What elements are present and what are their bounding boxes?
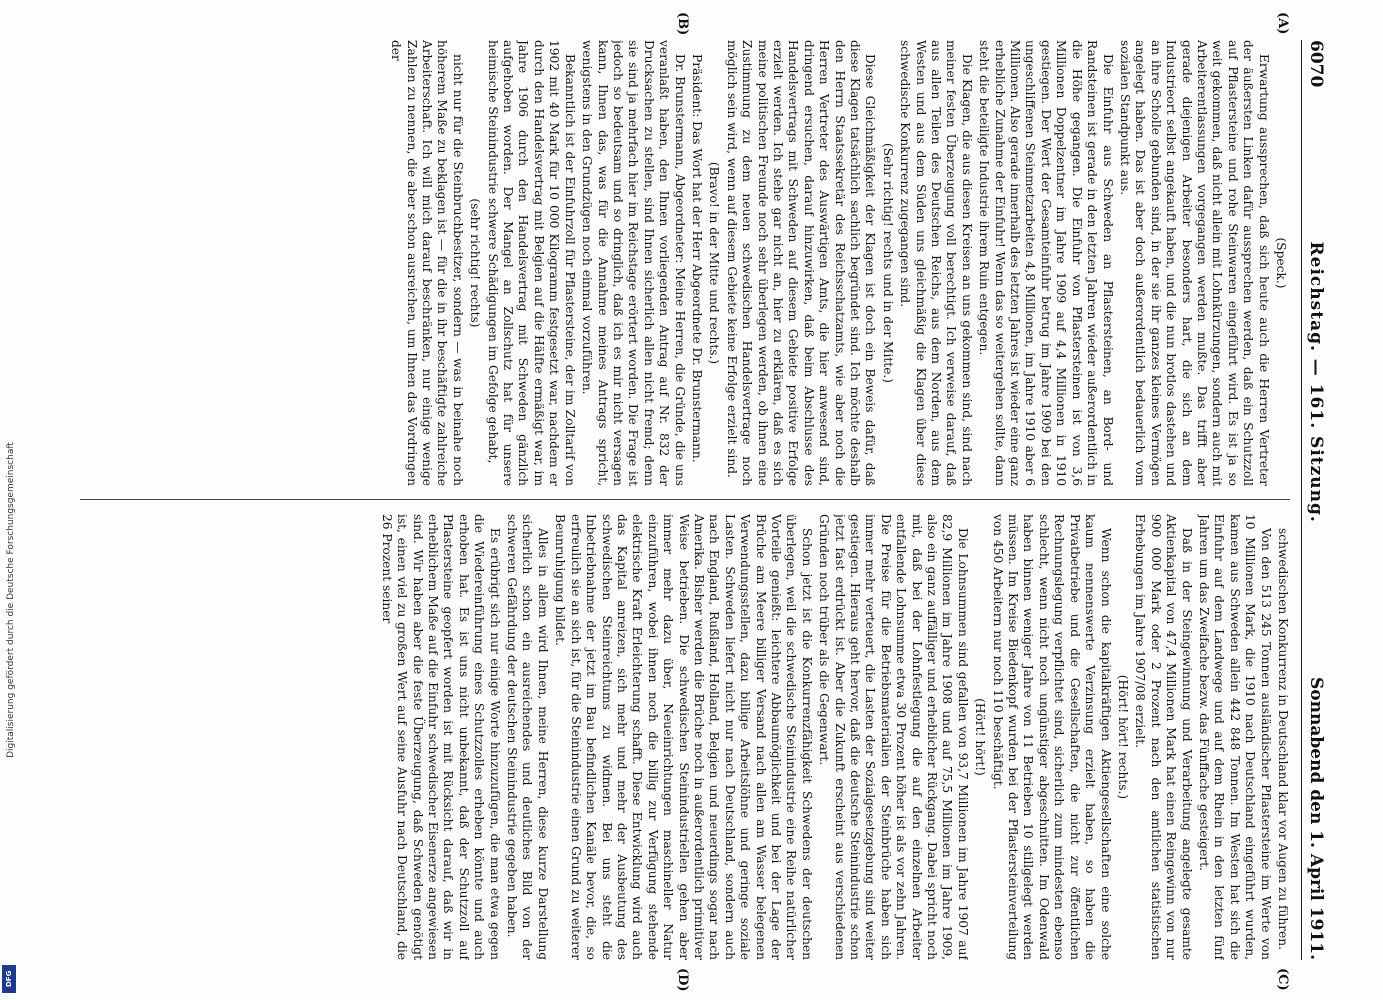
interjection: (Sehr richtig! rechts und in der Mitte.) <box>880 142 895 384</box>
interjection: (Hört! hört! rechts.) <box>1115 674 1130 800</box>
interjection: (Bravo! in der Mitte und rechts.) <box>707 161 722 365</box>
paragraph: Es erübrigt sich nur einige Worte hinzuzufügen, die man etwa gegen die Wiedereinführung eines Schutzzolles erheben könnte und auch erhoben hat. Es ist uns nicht unbekannt, daß der Schutzzoll auf Pflastersteine geopfert worden ist mit Rücksicht darauf, daß wir in erheblichem Maße auf die Einfuhr schwedischer Eisenerze angewiesen sind. Wir haben aber die feste Überzeugung, daß Schweden genötigt ist, einen viel zu großen Wert auf seine Ausfuhr nach Deutschland, die 26 Prozent seiner <box>379 514 502 960</box>
paragraph: Bekanntlich ist der Einfuhrzoll für Pflastersteine, der im Zolltarif von 1902 mit 40 Mark für 10 000 Kilogramm festgesetzt war, nachdem er durch den Handelsvertrag mit Belgien auf die Hälfte ermäßigt war, im Jahre 1906 durch den Handelsvertrag mit Schweden gänzlich aufgehoben worden. Der Mangel an Zollschutz hat für unsere heimische Steinindustrie schwere Schädigungen im Gefolge gehabt, <box>485 40 577 486</box>
paragraph: Die Lohnsummen sind gefallen von 93,7 Millionen im Jahre 1907 auf 82,9 Millionen im Jahre 1908 und auf 75,5 Millionen im Jahre 1909, also ein ganz auffälliger und erheblicher Rückgang. Dabei spricht noch mit, daß bei der Lohnfestlegung die auf den einzelnen Arbeiter entfallende Lohnsumme etwa 30 Prozent höher ist als vor zehn Jahren. Die Preise für die Betriebsmaterialien der Steinbrüche haben sich immer mehr verteuert, die Lasten der Sozialgesetzgebung sind weiter gestiegen. Hieraus geht hervor, daß die deutsche Steinindustrie schon jetzt fast erdrückt ist. Aber die Zukunft erscheint aus verschiedenen Gründen noch trüber als die Gegenwart. <box>817 514 970 960</box>
margin-marker-a: (A) <box>1275 12 1290 35</box>
paragraph: Die Einfuhr aus Schweden an Pflastersteinen, an Bord- und Randsteinen ist gerade in den letzten Jahren wieder außerordentlich in die Höhe gegangen. Die Einfuhr von Pflastersteinen ist von 3,6 Millionen Doppelzentner im Jahre 1909 auf 4,4 Millionen in 1910 gestiegen. Der Wert der Gesamteinfuhr betrug im Jahre 1909 bei den ungeschliffenen Steinmetzarbeiten 4,8 Millionen, im Jahre 1910 aber 6 Millionen. Also gerade innerhalb des letzten Jahres ist wieder eine ganz erhebliche Zunahme der Einfuhr! Wenn das so weitergehen sollte, dann steht die beteiligte Industrie ihrem Ruin entgegen. <box>977 40 1115 486</box>
page-date: Sonnabend den 1. April 1911. <box>1306 677 1326 960</box>
paragraph: Daß in der Steingewinnung und Verarbeitung angelegte gesamte Aktienkapital von 47,4 Millionen Mark hat einen Reingewinn von nur 900 000 Mark oder 2 Prozent nach den amtlichen statistischen Erhebungen im Jahre 1907/08 erzielt. <box>1133 514 1194 960</box>
right-column <box>65 514 1290 960</box>
paragraph: nicht nur für die Steinbruchbesitzer, sondern — was in beinahe noch höherem Maße zu beklagen ist — für die in ihr beschäftigte zahlreiche Arbeiterschaft. Ich will mich darauf beschränken, nur einige wenige Zahlen zu nennen, die aber schon ausreichen, um Ihnen das Vordringen der <box>389 40 465 486</box>
rotated-page-content <box>60 12 1330 992</box>
text-columns <box>65 40 1290 960</box>
speaker-note: (Speck.) <box>1274 237 1288 289</box>
paragraph: Dr. Brunstermann, Abgeordneter: Meine Herren, die Gründe, die uns veranlaßt haben, den Ihnen vorliegenden Antrag auf Nr. 832 der Drucksachen zu stellen, sind Ihnen sicherlich allen nicht fremd; denn sie sind ja mehrfach hier im Reichstage erörtert worden. Die Frage ist jedoch so bedeutsam und so dringlich, daß ich es mir nicht versagen kann, Ihnen das, was für die Annahme meines Antrags spricht, wenigstens in den Grundzügen noch einmal vorzuführen. <box>580 40 687 486</box>
paragraph: Wenn schon die kapitalkräftigen Aktiengesellschaften eine solche kaum nennenswerte Verzinsung erzielt haben, so haben die Privatbetriebe und die Gesellschaften, die nicht zur öffentlichen Rechnungslegung verpflichtet sind, sicherlich zum mindesten ebenso schlecht, wenn nicht noch ungünstiger abgeschnitten. Im Odenwald haben binnen weniger Jahre von 11 Betrieben 10 stillgelegt werden müssen. Im Kreise Biedenkopf wurden bei der Pflastersteinverteilung von 450 Arbeitern nur noch 110 beschäftigt. <box>990 514 1113 960</box>
interjection: (sehr richtig! rechts) <box>468 198 483 328</box>
page-title: Reichstag. — 161. Sitzung. <box>1306 241 1326 523</box>
paragraph: schwedischen Konkurrenz in Deutschland klar vor Augen zu führen. <box>1276 528 1290 950</box>
page-number: 6070 <box>1306 40 1326 88</box>
margin-marker-d: (D) <box>675 968 690 992</box>
paragraph: Präsident: Das Wort hat der Herr Abgeordnete Dr. Brunstermann. <box>689 54 704 463</box>
paragraph: Diese Gleichmäßigkeit der Klagen ist doch ein Beweis dafür, daß diese Klagen tatsächlich sachlich begründet sind. Ich möchte deshalb den Herrn Staatssekretär des Reichsschatzamts, wie aber noch die Herren Vertreter des Auswärtigen Amts, die hier anwesend sind, dringend ersuchen, darauf hinzuwirken, daß beim Abschlusse des Handelsvertrags mit Schweden auf diesem Gebiete positive Erfolge erzielt werden. Ich stehe gar nicht an, hier zu erklären, daß es sich meine politischen Freunde noch sehr überlegen werden, ob ihnen eine Zustimmung zu dem neuen schwedischen Handelsvertrage noch möglich sein wird, wenn auf diesem Gebiete keine Erfolge erzielt sind. <box>724 40 878 486</box>
digitization-credit: Digitalisierung gefördert durch die Deutsche Forschungsgemeinschaft <box>6 442 16 758</box>
margin-marker-c: (C) <box>1275 968 1290 991</box>
paragraph: Von den 513 245 Tonnen ausländischer Pflastersteine im Werte von 10 Millionen Mark, die 1910 nach Deutschland eingeführt wurden, kamen aus Schweden allein 442 848 Tonnen. Im Westen hat sich die Einfuhr auf dem Landwege und auf dem Rhein in den letzten fünf Jahren um das Zweifache bezw. das Fünffache gesteigert. <box>1196 514 1273 960</box>
paragraph: Die Klagen, die aus diesen Kreisen an uns gekommen sind, sind nach meiner festen Überzeugung voll berechtigt. Ich verweise darauf, daß aus allen Teilen des Deutschen Reichs, aus dem Norden, aus dem Westen und aus dem Süden uns gleichmäßig die Klagen über diese schwedische Konkurrenz zugegangen sind. <box>898 40 974 486</box>
interjection: (Hört! hört!) <box>973 698 988 776</box>
margin-marker-b: (B) <box>675 12 690 36</box>
left-column <box>65 40 1290 486</box>
paragraph: Alles in allem wird Ihnen, meine Herren, diese kurze Darstellung sicherlich schon ein ausreichendes und deutliches Bild von der schweren Gefährdung der deutschen Steinindustrie gegeben haben. <box>505 514 550 960</box>
page-header <box>1301 40 1330 960</box>
paragraph: Erwartung aussprechen, daß sich heute auch die Herren Vertreter der äußersten Linken dafür aussprechen werden, daß ein Schutzzoll auf Pflastersteine und rohe Steinwaren eingeführt wird. Es ist ja so weit gekommen, daß nicht allein mit Lohnkürzungen, sondern auch mit Arbeiterentlassungen vorgegangen werden mußte. Das trifft aber gerade diejenigen Arbeiter besonders hart, die sich an dem Industrieort selbst angekauft haben, und die nun brotlos dastehen und an ihre Scholle gebunden sind, in der sie ihr ganzes kleines Vermögen angelegt haben. Das ist aber doch außerordentlich bedauerlich vom sozialen Standpunkt aus. <box>1117 40 1271 486</box>
paragraph: Schon jetzt ist die Konkurrenzfähigkeit Schwedens der deutschen überlegen, weil die schwedische Steinindustrie eine Reihe natürlicher Vorteile genießt: leichtere Abbaumöglichkeit und bei der Lage der Brüche am Meere billiger Versand nach allen am Wasser belegenen Verwendungsstellen, dazu billige Arbeitslöhne und geringe soziale Lasten. Schweden liefert nicht nur nach Deutschland, sondern auch nach England, Rußland, Holland, Belgien und neuerdings sogar nach Amerika. Bisher werden die Brüche noch in außerordentlich primitiver Weise betrieben. Die schwedischen Steinindustriellen gehen aber immer mehr dazu über, Neueinrichtungen maschineller Natur einzuführen, wobei ihnen noch die billig zur Verfügung stehende elektrische Kraft Erleichterung schafft. Diese Entwicklung wird auch das Kapital anreizen, sich mehr und mehr der Ausbeutung des schwedischen Steinreichtums zu widmen. Bei uns steht die Inbetriebnahme der jetzt im Bau befindlichen Kanäle bevor, die, so erfreulich sie an sich ist, für die Steinindustrie einen Grund zu weiterer Beunruhigung bildet. <box>553 514 814 960</box>
dfg-logo: DFG <box>2 965 16 993</box>
